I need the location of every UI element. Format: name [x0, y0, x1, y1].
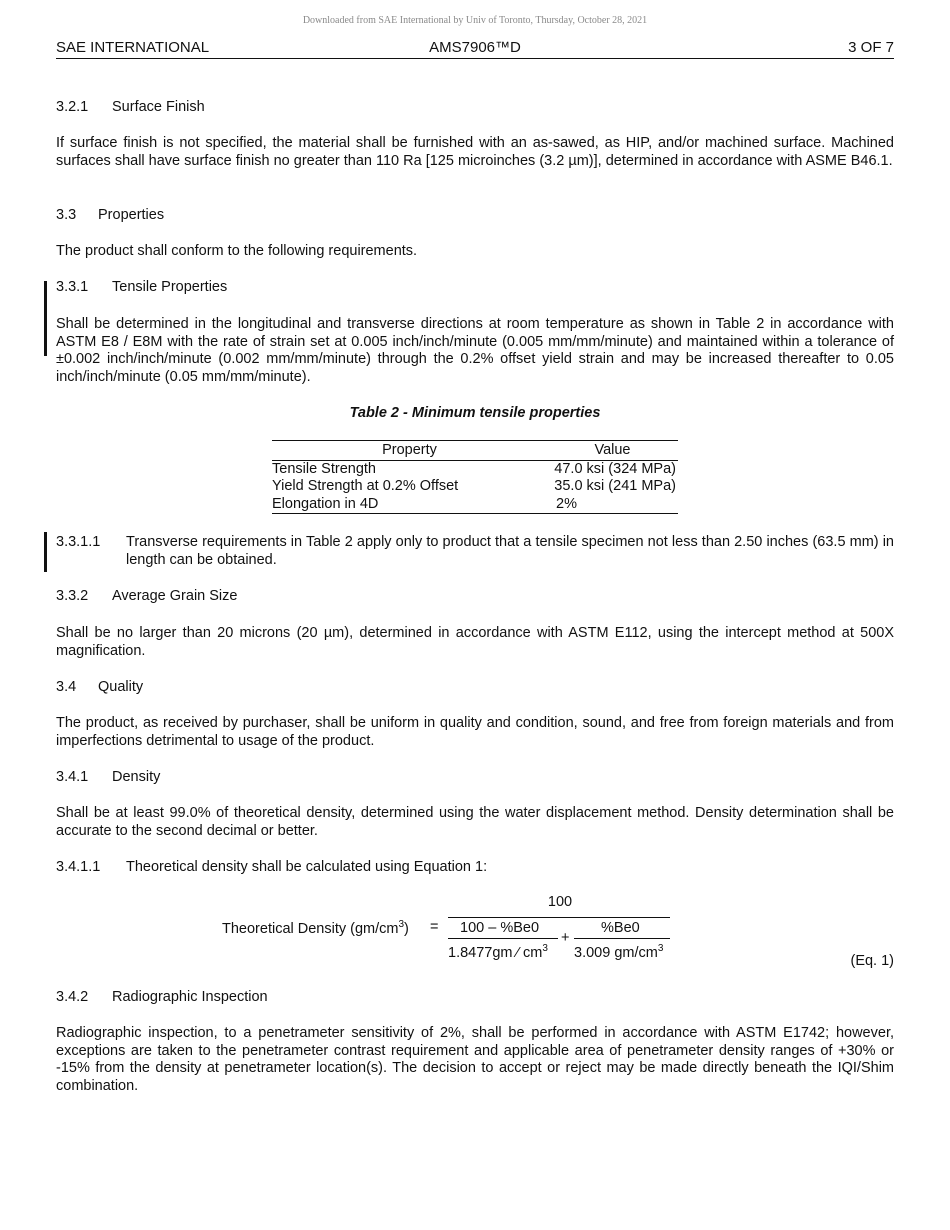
table-header-row — [272, 441, 678, 461]
header-page-number: 3 OF 7 — [848, 39, 894, 56]
paragraph-text: Theoretical density shall be calculated using Equation 1: — [126, 859, 488, 875]
heading-3-2-1 — [56, 99, 205, 115]
term2-fraction-line — [574, 938, 670, 939]
term2-numerator: %Be0 — [601, 920, 640, 936]
equation-lhs-text: Theoretical Density (gm/cm — [222, 920, 399, 937]
paragraph-text: Transverse requirements in Table 2 apply only to product that a tensile specimen not less than 2.50 inches (63.5 mm) in length can be obtained. — [126, 534, 894, 568]
section-title: Radiographic Inspection — [112, 989, 268, 1005]
section-title: Properties — [98, 207, 165, 223]
heading-3-3-2 — [56, 588, 237, 604]
heading-3-4-1-1 — [56, 859, 487, 875]
section-title: Density — [112, 769, 161, 785]
header-doc-id: AMS7906™D — [429, 39, 521, 56]
tensile-properties-table — [272, 440, 678, 514]
equation-numerator: 100 — [547, 894, 573, 910]
section-number: 3.3.1 — [56, 279, 89, 295]
table-cell: 35.0 ksi (241 MPa) — [554, 478, 676, 494]
paragraph-grain-size: Shall be no larger than 20 microns (20 µm), determined in accordance with ASTM E112, using the intercept method at 500X magnification. — [56, 625, 894, 659]
heading-3-3 — [56, 207, 164, 223]
section-number: 3.2.1 — [56, 99, 89, 115]
term1-fraction-line — [448, 938, 558, 939]
table-cell: 47.0 ksi (324 MPa) — [554, 460, 676, 477]
paragraph-properties: The product shall conform to the following requirements. — [56, 243, 418, 259]
term1-numerator: 100 – %Be0 — [460, 920, 540, 936]
table-row — [272, 478, 678, 496]
section-number: 3.4.2 — [56, 989, 89, 1005]
equation-lhs-close: ) — [404, 920, 409, 937]
section-number: 3.3.1.1 — [56, 534, 101, 550]
table-cell: Tensile Strength — [272, 460, 376, 477]
term1-denominator-text: 1.8477gm ⁄ cm — [448, 944, 543, 961]
section-number: 3.3 — [56, 207, 77, 223]
change-bar — [44, 532, 47, 572]
paragraph-tensile-properties: Shall be determined in the longitudinal and transverse directions at room temperature as shown in Table 2 in accordance with ASTM E8 / E8M with the rate of strain set at 0.005 inch/inch/minute (0.005 mm/mm/minute) and maintained within a tolerance of ±0.002 inch/inch/minute (0.002 mm/mm/minute) through the 0.2% offset yield strain and may be increased thereafter to 0.05 inch/inch/minute (0.05 mm/mm/minute). — [56, 316, 894, 385]
section-number: 3.4.1 — [56, 769, 89, 785]
paragraph-density: Shall be at least 99.0% of theoretical density, determined using the water displacement method. Density determination shall be accurate to the second decimal or better. — [56, 805, 894, 839]
table-cell: Elongation in 4D — [272, 496, 547, 514]
download-banner: Downloaded from SAE International by Univ of Toronto, Thursday, October 28, 2021 — [302, 15, 648, 26]
table-row — [272, 496, 678, 514]
header-rule — [56, 58, 894, 59]
exponent: 3 — [398, 919, 405, 930]
paragraph-3-3-1-1 — [56, 534, 894, 569]
heading-3-4-1 — [56, 769, 160, 785]
equation-label: (Eq. 1) — [850, 953, 894, 969]
paragraph-surface-finish: If surface finish is not specified, the material shall be furnished with an as-sawed, as HIP, and/or machined surface. Machined surfaces shall have surface finish no greater than 110 Ra [125 microinches (3.2 µm)], determined in accordance with ASME B46.1. — [56, 135, 894, 169]
table-cell: 2% — [547, 496, 678, 514]
term2-denominator-text: 3.009 gm/cm — [574, 944, 658, 961]
section-number: 3.4.1.1 — [56, 859, 101, 875]
change-bar — [44, 281, 47, 356]
paragraph-radiographic-inspection: Radiographic inspection, to a penetrameter sensitivity of 2%, shall be performed in accordance with ASTM E1742; however, exceptions are taken to the penetrameter contrast requirement and applicable area of penetrameter density ranges of +30% or -15% from the density at penetrameter location(s). The decision to accept or reject may be made directly beneath the IQI/Shim combination. — [56, 1025, 894, 1094]
section-number: 3.3.2 — [56, 588, 89, 604]
heading-3-4 — [56, 679, 143, 695]
column-header: Value — [547, 441, 678, 461]
table-row — [272, 460, 678, 478]
plus-sign: + — [561, 930, 570, 946]
heading-3-3-1 — [56, 279, 227, 295]
equation-lhs — [222, 919, 409, 937]
column-header: Property — [272, 441, 547, 461]
section-number: 3.4 — [56, 679, 77, 695]
table-caption: Table 2 - Minimum tensile properties — [349, 405, 601, 421]
term1-denominator — [448, 943, 548, 961]
term2-denominator — [574, 943, 663, 961]
equals-sign: = — [430, 919, 439, 935]
section-title: Surface Finish — [112, 99, 205, 115]
section-title: Quality — [98, 679, 144, 695]
heading-3-4-2 — [56, 989, 268, 1005]
paragraph-quality: The product, as received by purchaser, shall be uniform in quality and condition, sound, and free from foreign materials and from imperfections detrimental to usage of the product. — [56, 715, 894, 749]
main-fraction-line — [448, 917, 670, 918]
table-cell: Yield Strength at 0.2% Offset — [272, 478, 459, 494]
exponent: 3 — [542, 943, 548, 954]
header-org: SAE INTERNATIONAL — [56, 39, 210, 56]
exponent: 3 — [657, 943, 664, 954]
section-title: Average Grain Size — [112, 588, 238, 604]
section-title: Tensile Properties — [112, 279, 228, 295]
